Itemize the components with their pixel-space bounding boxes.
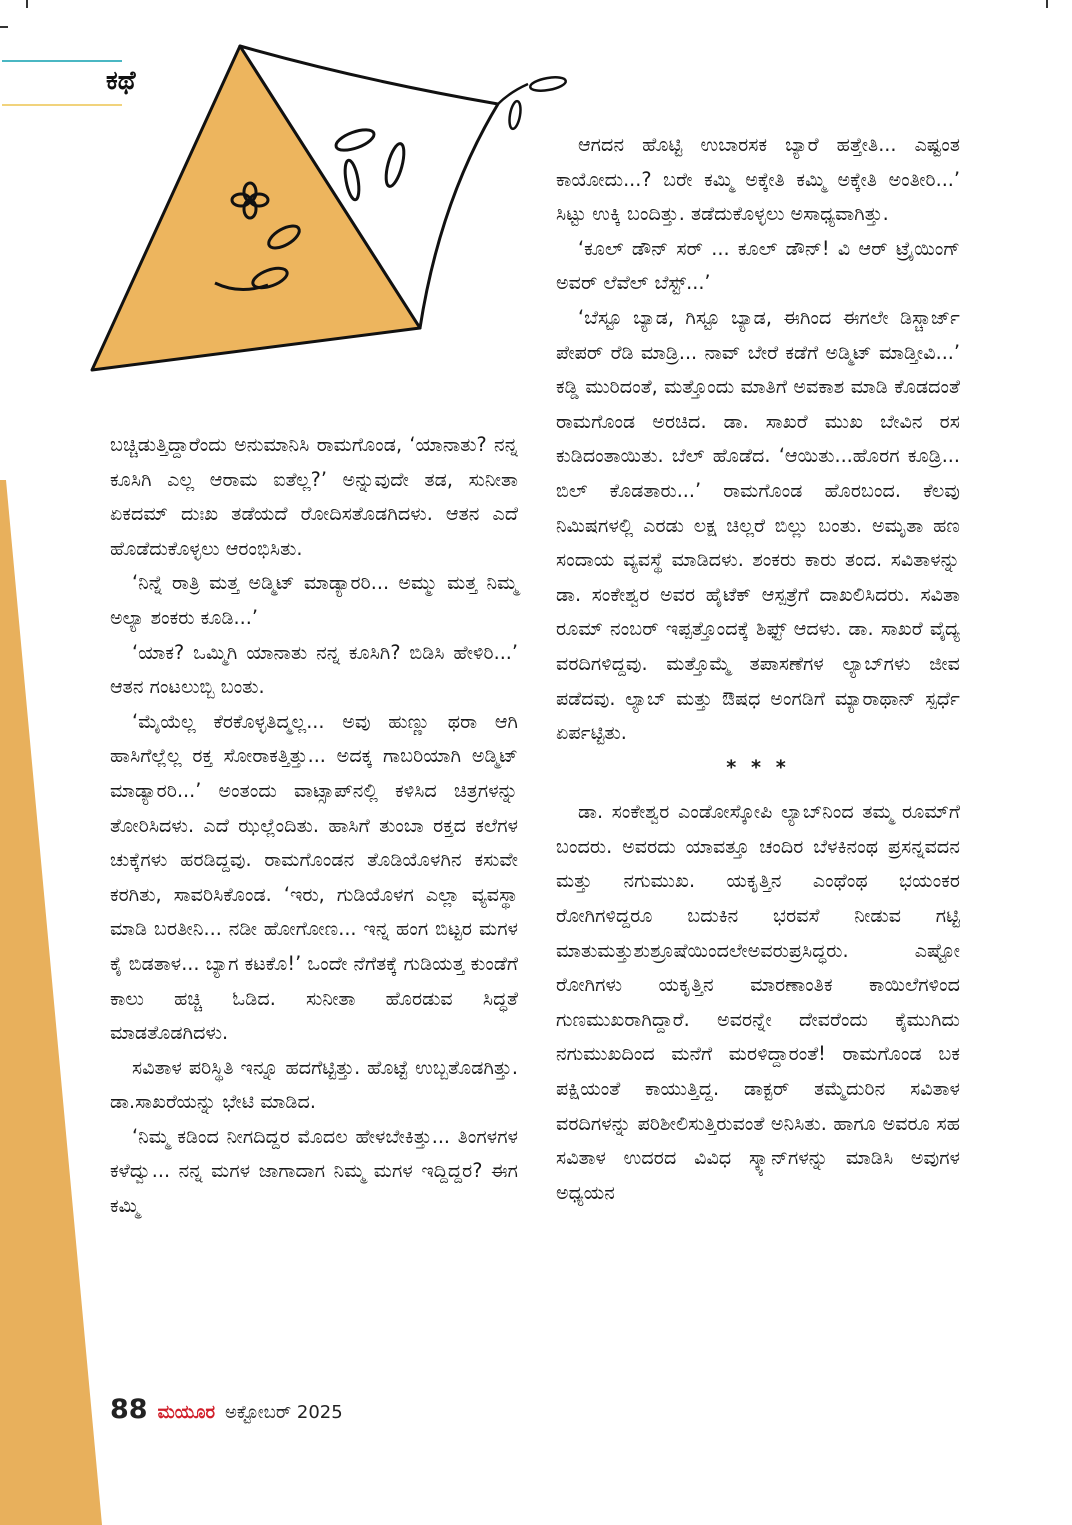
paragraph: ಸವಿತಾಳ ಪರಿಸ್ಥಿತಿ ಇನ್ನೂ ಹದಗೆಟ್ಟಿತ್ತು. ಹೊಟ್ಟೆ ಉಬ್ಬತೊಡಗಿತ್ತು. ಡಾ.ಸಾಖರೆಯನ್ನು ಭೇಟಿ ಮಾಡಿದ. xyxy=(110,1055,518,1114)
paragraph: ಆಗದನ ಹೊಟ್ಟಿ ಉಬಾರಸಕ ಬ್ಯಾರೆ ಹತ್ತೇತಿ... ಎಷ್ಟಂತ ಕಾಯೋದು...? ಬರೇ ಕಮ್ಮಿ ಅಕ್ಕೇತಿ ಕಮ್ಮಿ ಅಕ್ಕೇತಿ ಅಂತೀರಿ...’ ಸಿಟ್ಟು ಉಕ್ಕಿ ಬಂದಿತ್ತು. ತಡೆದುಕೊಳ್ಳಲು ಅಸಾಧ್ಯವಾಗಿತ್ತು. xyxy=(556,133,960,226)
paragraph: ಬಚ್ಚಿಡುತ್ತಿದ್ದಾರೆಂದು ಅನುಮಾನಿಸಿ ರಾಮಗೊಂಡ, ‘ಯಾನಾತು? ನನ್ನ ಕೂಸಿಗಿ ಎಲ್ಲ ಆರಾಮ ಐತೆಲ್ಲ?’ ಅನ್ನುವುದೇ ತಡ, ಸುನೀತಾ ಏಕದಮ್ ದುಃಖ ತಡೆಯದೆ ರೋದಿಸತೊಡಗಿದಳು. ಆತನ ಎದೆ ಹೊಡೆದುಕೊಳ್ಳಲು ಆರಂಭಿಸಿತು. xyxy=(110,433,518,560)
section-label: ಕಥೆ xyxy=(106,66,136,96)
paragraph: ‘ನಿನ್ನೆ ರಾತ್ರಿ ಮತ್ತ ಅಡ್ಮಿಟ್ ಮಾಡ್ಯಾರರಿ... ಅಮ್ಮು ಮತ್ತ ನಿಮ್ಮ ಅಲ್ಯಾ ಶಂಕರು ಕೂಡಿ...’ xyxy=(110,571,518,629)
paragraph: ‘ಬೆಸ್ಟೂ ಬ್ಯಾಡ, ಗಿಸ್ಟೂ ಬ್ಯಾಡ, ಈಗಿಂದ ಈಗಲೇ ಡಿಸ್ಚಾರ್ಜ್ ಪೇಪರ್ ರೆಡಿ ಮಾಡ್ರಿ... ನಾವ್ ಬೇರೆ ಕಡೆಗೆ ಅಡ್ಮಿಟ್ ಮಾಡ್ತೀವಿ...’ ಕಡ್ಡಿ ಮುರಿದಂತೆ, ಮತ್ತೊಂದು ಮಾತಿಗೆ ಅವಕಾಶ ಮಾಡಿ ಕೊಡದಂತೆ ರಾಮಗೊಂಡ ಅರಚಿದ. ಡಾ. ಸಾಖರೆ ಮುಖ ಬೇವಿನ ರಸ ಕುಡಿದಂತಾಯಿತು. ಬೆಲ್ ಹೊಡೆದ. ‘ಆಯಿತು...ಹೊರಗ ಕೂಡ್ರಿ... ಬಿಲ್ ಕೊಡತಾರು...’ ರಾಮಗೊಂಡ ಹೊರಬಂದ. ಕೆಲವು ನಿಮಿಷಗಳಲ್ಲಿ ಎರಡು ಲಕ್ಷ ಚಿಲ್ಲರೆ ಬಿಲ್ಲು ಬಂತು. ಅಮೃತಾ ಹಣ ಸಂದಾಯ ವ್ಯವಸ್ಥೆ ಮಾಡಿದಳು. ಶಂಕರು ಕಾರು ತಂದ. ಸವಿತಾಳನ್ನು ಡಾ. ಸಂಕೇಶ್ವರ ಅವರ ಹೈಟೆಕ್ ಆಸ್ಪತ್ರೆಗೆ ದಾಖಲಿಸಿದರು. ಸವಿತಾ ರೂಮ್ ನಂಬರ್ ಇಪ್ಪತ್ತೊಂದಕ್ಕೆ ಶಿಫ್ಟ್ ಆದಳು. ಡಾ. ಸಾಖರೆ ವೈದ್ಯ ವರದಿಗಳಿದ್ದವು. ಮತ್ತೊಮ್ಮೆ ತಪಾಸಣೆಗಳ ಲ್ಯಾಬ್‌ಗಳು ಜೀವ ಪಡೆದವು. ಲ್ಯಾಬ್ ಮತ್ತು ಔಷಧ ಅಂಗಡಿಗೆ ಮ್ಯಾರಾಥಾನ್ ಸ್ಪರ್ಧೆ ಏರ್ಪಟ್ಟಿತು. xyxy=(556,305,960,745)
issue-date: ಅಕ್ಟೋಬರ್ 2025 xyxy=(224,1402,343,1423)
paragraph: ‘ಮೈಯೆಲ್ಲ ಕೆರಕೊಳ್ಳತಿದ್ಮಲ್ಲ... ಅವು ಹುಣ್ಣು ಥರಾ ಆಗಿ ಹಾಸಿಗೆಲ್ಲೆಲ್ಲ ರಕ್ತ ಸೋರಾಕತ್ತಿತ್ತು... ಅದಕ್ಕ ಗಾಬರಿಯಾಗಿ ಅಡ್ಮಿಟ್ ಮಾಡ್ಯಾರರಿ...’ ಅಂತಂದು ವಾಟ್ಸಾಪ್‌ನಲ್ಲಿ ಕಳಿಸಿದ ಚಿತ್ರಗಳನ್ನು ತೋರಿಸಿದಳು. ಎದೆ ಝಲ್ಲೆಂದಿತು. ಹಾಸಿಗೆ ತುಂಬಾ ರಕ್ತದ ಕಲೆಗಳ ಚುಕ್ಕೆಗಳು ಹರಡಿದ್ದವು. ರಾಮಗೊಂಡನ ತೊಡಿಯೊಳಗಿನ ಕಸುವೇ ಕರಗಿತು, ಸಾವರಿಸಿಕೊಂಡ. ‘ಇರು, ಗುಡಿಯೊಳಗ ಎಲ್ಲಾ ವ್ಯವಸ್ಥಾ ಮಾಡಿ ಬರತೀನಿ... ನಡೀ ಹೋಗೋಣ... ಇನ್ನ ಹಂಗ ಬಿಟ್ಟರ ಮಗಳ ಕೈ ಬಿಡತಾಳ... ಬ್ಯಾಗ ಕಟಕೊ!’ ಒಂದೇ ನೆಗೆತಕ್ಕೆ ಗುಡಿಯತ್ತ ಕುಂಡೆಗೆ ಕಾಲು ಹಚ್ಚಿ ಓಡಿದ. ಸುನೀತಾ ಹೊರಡುವ ಸಿದ್ಧತೆ ಮಾಡತೊಡಗಿದಳು. xyxy=(110,709,518,1045)
kite-icon xyxy=(80,38,580,378)
page-footer xyxy=(110,1394,343,1425)
paragraph: ‘ಯಾಕ? ಒಮ್ಮಿಗಿ ಯಾನಾತು ನನ್ನ ಕೂಸಿಗಿ? ಬಿಡಿಸಿ ಹೇಳಿರಿ...’ ಆತನ ಗಂಟಲುಬ್ಬಿ ಬಂತು. xyxy=(110,640,518,699)
left-text-column xyxy=(110,428,518,1224)
magazine-name: ಮಯೂರ xyxy=(157,1402,215,1423)
page-number: 88 xyxy=(110,1394,148,1425)
paragraph: ಡಾ. ಸಂಕೇಶ್ವರ ಎಂಡೋಸ್ಕೋಪಿ ಲ್ಯಾಬ್‌ನಿಂದ ತಮ್ಮ ರೂಮ್‌ಗೆ ಬಂದರು. ಅವರದು ಯಾವತ್ತೂ ಚಂದಿರ ಬೆಳಕಿನಂಥ ಪ್ರಸನ್ನವದನ ಮತ್ತು ನಗುಮುಖ. ಯಕೃತ್ತಿನ ಎಂಥೆಂಥ ಭಯಂಕರ ರೋಗಿಗಳಿದ್ದರೂ ಬದುಕಿನ ಭರವಸೆ ನೀಡುವ ಗಟ್ಟಿ ಮಾತುಮತ್ತುಶುಶ್ರೂಷೆಯಿಂದಲೇಅವರುಪ್ರಸಿದ್ಧರು. ಎಷ್ಟೋ ರೋಗಿಗಳು ಯಕೃತ್ತಿನ ಮಾರಣಾಂತಿಕ ಕಾಯಿಲೆಗಳಿಂದ ಗುಣಮುಖರಾಗಿದ್ದಾರೆ. ಅವರನ್ನೇ ದೇವರೆಂದು ಕೈಮುಗಿದು ನಗುಮುಖದಿಂದ ಮನೆಗೆ ಮರಳಿದ್ದಾರಂತೆ! ರಾಮಗೊಂಡ ಬಕ ಪಕ್ಷಿಯಂತೆ ಕಾಯುತ್ತಿದ್ದ. ಡಾಕ್ಟರ್ ತಮ್ಮೆದುರಿನ ಸವಿತಾಳ ವರದಿಗಳನ್ನು ಪರಿಶೀಲಿಸುತ್ತಿರುವಂತೆ ಅನಿಸಿತು. ಹಾಗೂ ಅವರೂ ಸಹ ಸವಿತಾಳ ಉದರದ ವಿವಿಧ ಸ್ಕ್ಯಾನ್‌ಗಳನ್ನು ಮಾಡಿಸಿ ಅವುಗಳ ಅಧ್ಯಯನ xyxy=(556,800,960,1204)
paragraph: ‘ಕೂಲ್ ಡೌನ್ ಸರ್ ... ಕೂಲ್ ಡೌನ್! ವಿ ಆರ್ ಟ್ರೈಯಿಂಗ್ ಅವರ್ ಲೆವೆಲ್ ಬೆಸ್ಟ್...’ xyxy=(556,236,960,295)
crop-mark xyxy=(1046,0,1048,8)
right-text-column xyxy=(556,128,960,1210)
section-break: * * * xyxy=(726,755,790,779)
paragraph: ‘ನಿಮ್ಮ ಕಡಿಂದ ನೀಗದಿದ್ದರ ಮೊದಲ ಹೇಳಬೇಕಿತ್ತು... ತಿಂಗಳಗಳ ಕಳೆದ್ವು... ನನ್ನ ಮಗಳ ಜಾಗಾದಾಗ ನಿಮ್ಮ ಮಗಳ ಇದ್ದಿದ್ದರ? ಈಗ ಕಮ್ಮಿ xyxy=(110,1124,518,1218)
